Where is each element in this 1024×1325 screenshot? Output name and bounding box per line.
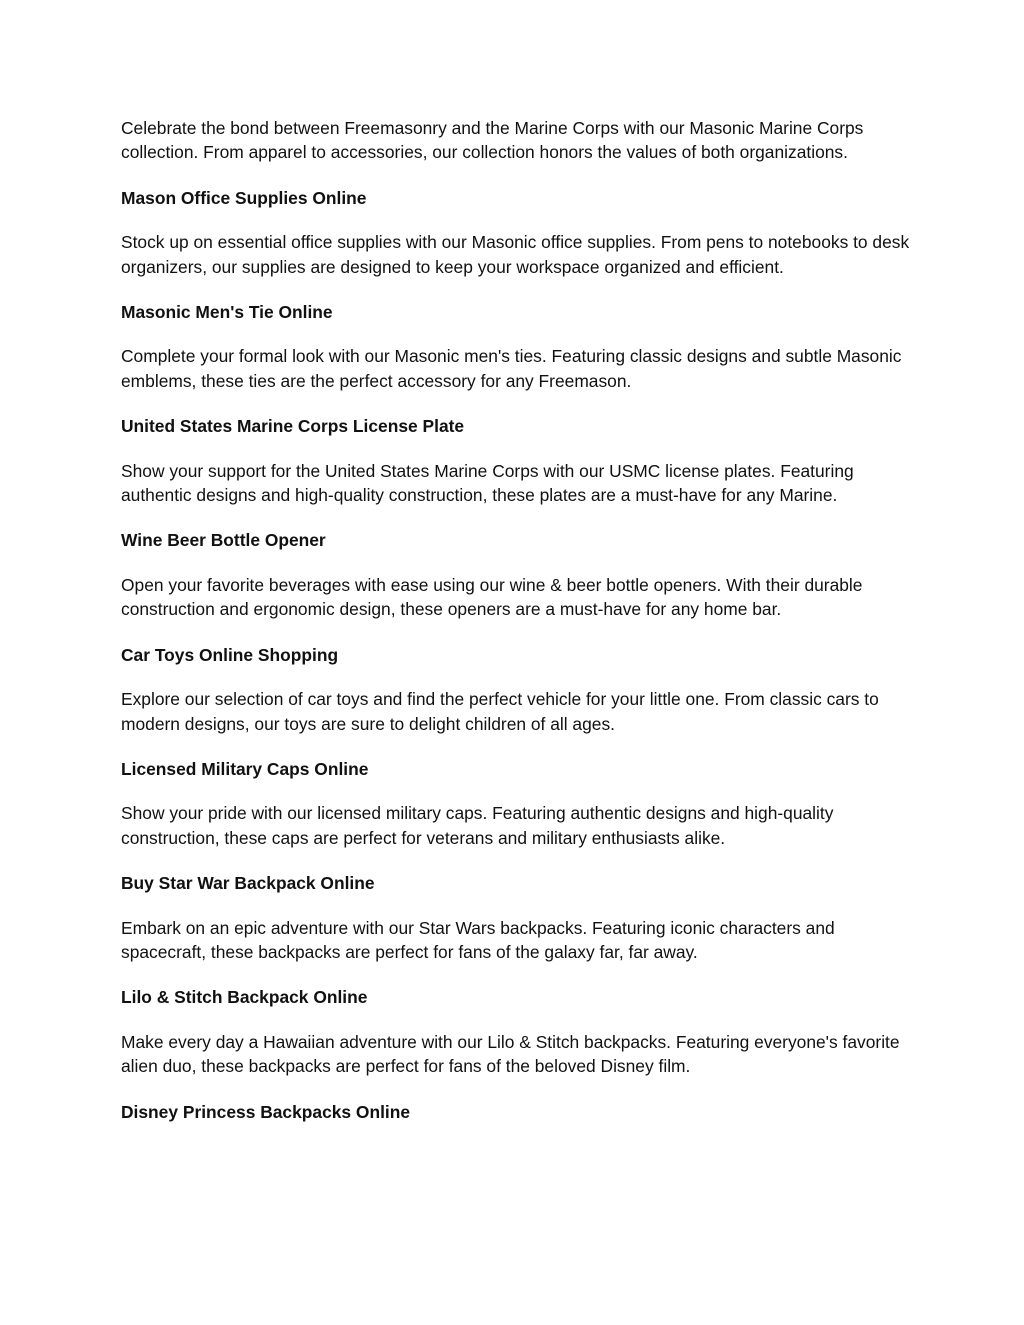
document-page xyxy=(121,116,911,1124)
section-heading: Car Toys Online Shopping xyxy=(121,644,339,665)
section-car-toys xyxy=(121,643,911,736)
section-body: Make every day a Hawaiian adventure with our Lilo & Stitch backpacks. Featuring everyone's favorite alien duo, these backpacks are perfect for fans of the beloved Disney film. xyxy=(121,1031,900,1077)
section-heading: Wine Beer Bottle Opener xyxy=(121,530,326,551)
section-star-wars-backpack xyxy=(121,871,911,964)
intro-paragraph: Celebrate the bond between Freemasonry and the Marine Corps with our Masonic Marine Corps collection. From apparel to accessories, our collection honors the values of both organizations. xyxy=(121,118,864,163)
section-body: Show your pride with our licensed military caps. Featuring authentic designs and high-quality construction, these caps are perfect for veterans and military enthusiasts alike. xyxy=(121,803,834,848)
section-disney-princess-backpacks xyxy=(121,1100,911,1124)
section-military-caps xyxy=(121,757,911,850)
section-heading: Licensed Military Caps Online xyxy=(121,758,369,779)
section-lilo-stitch-backpack xyxy=(121,985,911,1078)
section-heading: United States Marine Corps License Plate xyxy=(121,416,465,437)
section-office-supplies xyxy=(121,186,911,279)
section-mens-tie xyxy=(121,300,911,393)
section-heading: Mason Office Supplies Online xyxy=(121,187,367,208)
section-body: Embark on an epic adventure with our Star Wars backpacks. Featuring iconic characters and spacecraft, these backpacks are perfect for fans of the galaxy far, far away. xyxy=(121,917,835,962)
section-body: Explore our selection of car toys and find the perfect vehicle for your little one. From classic cars to modern designs, our toys are sure to delight children of all ages. xyxy=(121,689,879,734)
section-license-plate xyxy=(121,414,911,507)
section-body: Open your favorite beverages with ease using our wine & beer bottle openers. With their durable construction and ergonomic design, these openers are a must-have for any home bar. xyxy=(121,574,863,620)
section-body: Complete your formal look with our Masonic men's ties. Featuring classic designs and subtle Masonic emblems, these ties are the perfect accessory for any Freemason. xyxy=(121,346,902,391)
section-heading: Lilo & Stitch Backpack Online xyxy=(121,987,368,1008)
section-body: Stock up on essential office supplies with our Masonic office supplies. From pens to notebooks to desk organizers, our supplies are designed to keep your workspace organized and efficient. xyxy=(121,232,910,277)
section-heading: Buy Star War Backpack Online xyxy=(121,873,375,894)
section-bottle-opener xyxy=(121,528,911,621)
section-body: Show your support for the United States Marine Corps with our USMC license plates. Featuring authentic designs and high-quality construction, these plates are a must-have for any Marine. xyxy=(121,460,854,506)
section-heading: Disney Princess Backpacks Online xyxy=(121,1101,411,1122)
section-heading: Masonic Men's Tie Online xyxy=(121,302,333,323)
